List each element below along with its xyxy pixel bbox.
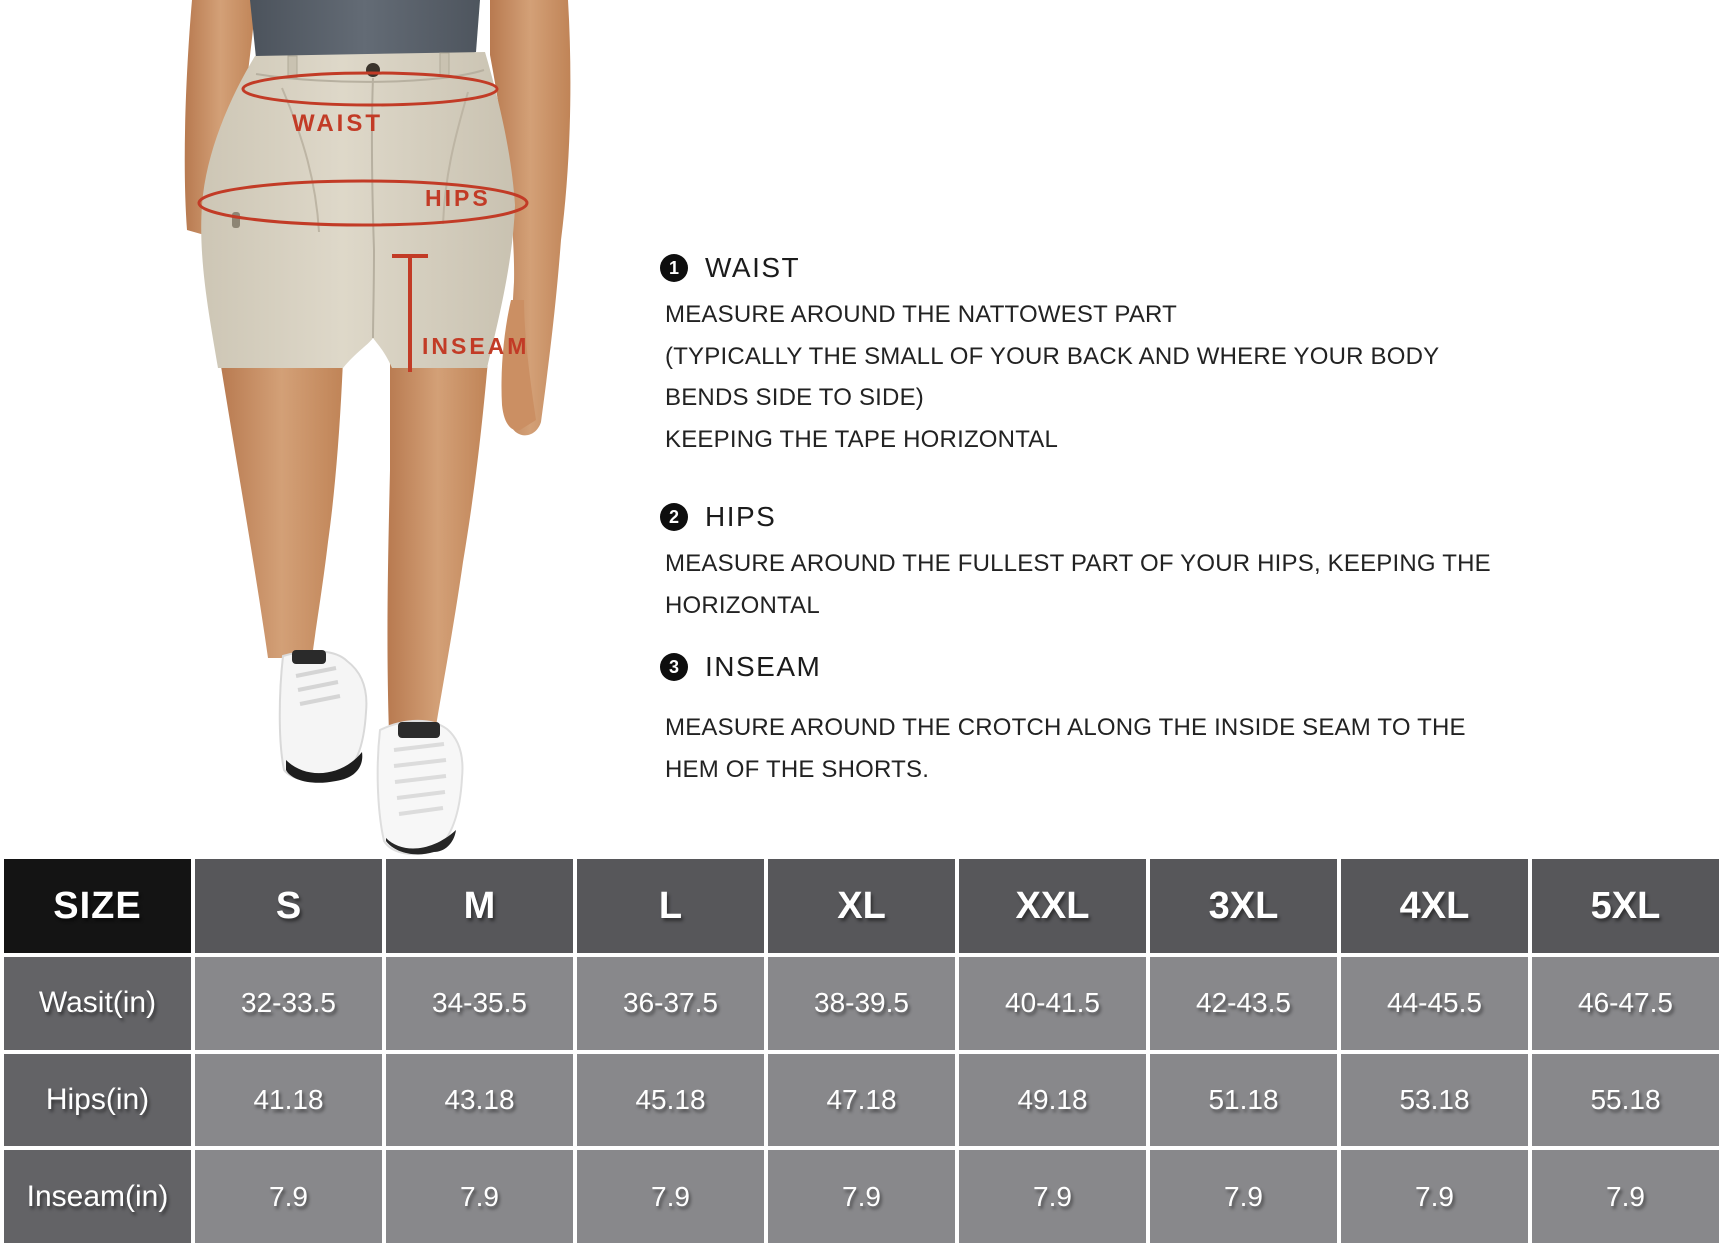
inseam-value: 7.9: [1532, 1150, 1719, 1243]
instruction-line: MEASURE AROUND THE FULLEST PART OF YOUR HIPS, KEEPING THE: [665, 550, 1491, 577]
hips-value: 51.18: [1150, 1054, 1337, 1147]
number-3-badge: 3: [660, 653, 688, 681]
waist-section-heading: [660, 252, 1439, 284]
waist-annotation-label: WAIST: [292, 110, 383, 137]
inseam-value: 7.9: [577, 1150, 764, 1243]
inseam-annotation-label: INSEAM: [422, 333, 530, 359]
hips-section-body: [665, 543, 1491, 626]
instruction-section-waist: [660, 252, 1439, 460]
size-chart-table: [0, 859, 1723, 1246]
inseam-value: 7.9: [386, 1150, 573, 1243]
table-header-5xl: 5XL: [1532, 859, 1719, 953]
waist-value: 38-39.5: [768, 957, 955, 1050]
hips-value: 55.18: [1532, 1054, 1719, 1147]
table-header-4xl: 4XL: [1341, 859, 1528, 953]
inseam-value: 7.9: [959, 1150, 1146, 1243]
number-1-badge: 1: [660, 254, 688, 282]
hips-section-heading: [660, 501, 1491, 533]
hips-annotation-label: HIPS: [425, 185, 491, 211]
row-label-waist: Wasit(in): [4, 957, 191, 1050]
row-label-hips: Hips(in): [4, 1054, 191, 1147]
inseam-value: 7.9: [1341, 1150, 1528, 1243]
waist-section-title: WAIST: [705, 252, 801, 283]
table-header-s: S: [195, 859, 382, 953]
instruction-line: MEASURE AROUND THE NATTOWEST PART: [665, 301, 1178, 328]
inseam-section-title: INSEAM: [705, 651, 822, 682]
instruction-line: BENDS SIDE TO SIDE): [665, 384, 924, 411]
inseam-section-body: [665, 707, 1466, 790]
instruction-line: MEASURE AROUND THE CROTCH ALONG THE INSIDE SEAM TO THE: [665, 714, 1466, 741]
inseam-section-heading: [660, 651, 1466, 683]
instruction-line: HEM OF THE SHORTS.: [665, 755, 930, 783]
instruction-section-hips: [660, 501, 1491, 626]
hips-section-title: HIPS: [705, 501, 777, 532]
hips-value: 53.18: [1341, 1054, 1528, 1147]
row-label-inseam: Inseam(in): [4, 1150, 191, 1243]
instruction-line: (TYPICALLY THE SMALL OF YOUR BACK AND WHERE YOUR BODY: [665, 342, 1440, 370]
hips-value: 47.18: [768, 1054, 955, 1147]
table-header-size: SIZE: [4, 859, 191, 953]
hips-value: 45.18: [577, 1054, 764, 1147]
waist-value: 42-43.5: [1150, 957, 1337, 1050]
inseam-value: 7.9: [768, 1150, 955, 1243]
inseam-value: 7.9: [1150, 1150, 1337, 1243]
hips-value: 49.18: [959, 1054, 1146, 1147]
inseam-value: 7.9: [195, 1150, 382, 1243]
table-header-l: L: [577, 859, 764, 953]
hips-value: 43.18: [386, 1054, 573, 1147]
waist-value: 46-47.5: [1532, 957, 1719, 1050]
hips-value: 41.18: [195, 1054, 382, 1147]
instruction-line: HORIZONTAL: [665, 591, 820, 619]
waist-value: 44-45.5: [1341, 957, 1528, 1050]
instruction-line: KEEPING THE TAPE HORIZONTAL: [665, 425, 1059, 453]
table-header-m: M: [386, 859, 573, 953]
table-header-3xl: 3XL: [1150, 859, 1337, 953]
waist-value: 32-33.5: [195, 957, 382, 1050]
waist-section-body: [665, 294, 1439, 460]
table-header-xxl: XXL: [959, 859, 1146, 953]
waist-value: 40-41.5: [959, 957, 1146, 1050]
waist-value: 34-35.5: [386, 957, 573, 1050]
waist-value: 36-37.5: [577, 957, 764, 1050]
number-2-badge: 2: [660, 503, 688, 531]
table-header-xl: XL: [768, 859, 955, 953]
instruction-section-inseam: [660, 651, 1466, 790]
